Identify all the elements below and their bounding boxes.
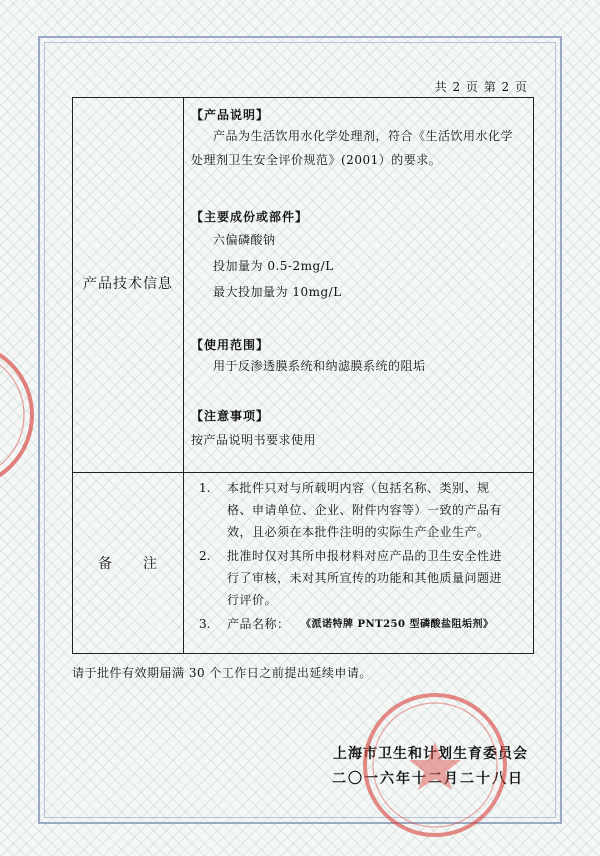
page-indicator: 共 2 页 第 2 页 — [434, 80, 528, 94]
remark-1-line1: 本批件只对与所载明内容（包括名称、类别、规 — [227, 481, 490, 495]
official-seal-signature-icon — [360, 690, 510, 840]
remark-1-line2: 格、申请单位、企业、附件内容等）一致的产品有 — [227, 503, 503, 517]
remark-2-line3: 行评价。 — [227, 593, 278, 607]
remarks-row — [73, 473, 533, 653]
product-desc-line1: 产品为生活饮用水化学处理剂，符合《生活饮用水化学 — [213, 129, 514, 143]
usage-title: 【使用范围】 — [191, 338, 270, 352]
remark-3-number: 3. — [199, 617, 211, 631]
renewal-notice: 请于批件有效期届满 30 个工作日之前提出延续申请。 — [72, 666, 372, 680]
usage-text: 用于反渗透膜系统和纳滤膜系统的阻垢 — [213, 359, 426, 373]
components-title: 【主要成份或部件】 — [191, 210, 309, 224]
notes-text: 按产品说明书要求使用 — [191, 433, 317, 447]
components-line1: 六偏磷酸钠 — [213, 233, 276, 247]
column-divider — [183, 98, 184, 472]
remark-2-line1: 批准时仅对其所申报材料对应产品的卫生安全性进 — [227, 549, 503, 563]
column-divider — [183, 473, 184, 653]
remark-1-number: 1. — [199, 481, 211, 495]
components-line2: 投加量为 0.5-2mg/L — [213, 259, 334, 273]
remark-2-number: 2. — [199, 549, 211, 563]
notes-title: 【注意事项】 — [191, 409, 270, 423]
tech-info-row — [73, 98, 533, 473]
official-seal-left-icon — [0, 340, 36, 490]
remark-1-line3: 效，且必须在本批件注明的实际生产企业生产。 — [227, 525, 490, 539]
approval-table — [72, 97, 534, 654]
remark-3-product-name: 《派诺特牌 PNT250 型磷酸盐阻垢剂》 — [301, 619, 494, 630]
issuing-organization: 上海市卫生和计划生育委员会 — [333, 746, 528, 762]
issue-date: 二〇一六年十二月二十八日 — [332, 771, 524, 787]
remarks-label: 备 注 — [98, 556, 158, 572]
product-desc-title: 【产品说明】 — [191, 108, 270, 122]
remark-3-label: 产品名称： — [227, 617, 290, 631]
components-line3: 最大投加量为 10mg/L — [213, 285, 342, 299]
tech-info-label: 产品技术信息 — [83, 276, 173, 292]
product-desc-line2: 处理剂卫生安全评价规范》(2001）的要求。 — [191, 153, 442, 167]
remark-2-line2: 行了审核，未对其所宣传的功能和其他质量问题进 — [227, 571, 503, 585]
